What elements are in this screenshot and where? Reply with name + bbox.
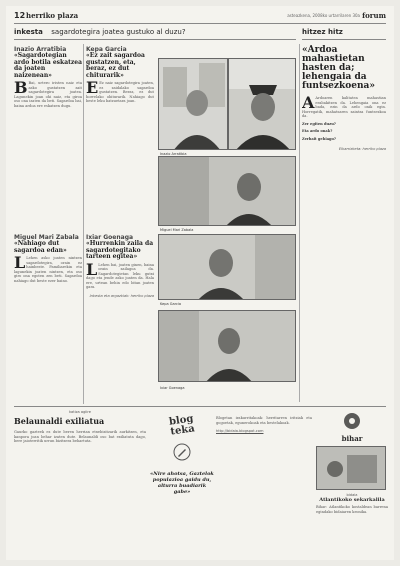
entry-question: «Sagardotegian ardo botila eskatzea da joaten naizenean» xyxy=(14,52,82,79)
blog-text xyxy=(216,410,312,560)
entry-body: E Ez naiz sagardotegira joaten, ez zaidalako sagardoa gustatzen. Beraz, ez dut horrelako ohiturarik. Nahiago dut beste leku batzuetara joan. xyxy=(86,78,154,103)
entry-question: «Ez zait sagardoa gustatzen, eta, beraz, ez dut chiturarik» xyxy=(86,52,145,79)
tomorrow-section xyxy=(316,410,388,560)
entry-name: Ixiar Goenaga xyxy=(86,234,134,241)
sidebar-question: Eta ardo onak? xyxy=(302,129,333,133)
sidebar-header xyxy=(302,28,386,40)
section-name: herriko plaza xyxy=(26,11,79,20)
survey-entry xyxy=(86,232,154,402)
opinion-title: Belaunaldi exiliatua xyxy=(14,416,105,426)
bihar-kicker: bidaia xyxy=(346,493,358,497)
portrait-photo xyxy=(228,58,296,150)
column-rule xyxy=(83,44,84,404)
opinion-author: katiza agiire xyxy=(69,410,91,414)
bihar-label: bihar xyxy=(341,434,363,443)
entry-name: Miguel Mari Zabala xyxy=(14,234,79,241)
page-header xyxy=(14,10,386,24)
blog-url[interactable]: http://bidaia.blogspot.com xyxy=(216,429,264,433)
survey-entry xyxy=(86,44,154,222)
section-rule xyxy=(14,406,386,407)
survey-title: sagardotegira joatea gustuko al duzu? xyxy=(51,28,186,36)
sidebar-body: A Ardoaren kalitatea mahastian erabakitzen da. Lehengaia ona ez bada, ezin da ardo onik egin. Horregatik, mahatsaren zaintza funtsezkoa da. xyxy=(302,93,386,118)
portrait-photo xyxy=(158,310,296,382)
blog-logo xyxy=(150,413,214,438)
bihar-photo xyxy=(316,446,386,490)
opinion-body: Gaurko gazteek ez dute beren herrian etxebizitzarik aurkitzen, eta kanpora joan behar izaten dute. Belaunaldi oso bat exiliatuta dago, bere jaioterritik urrun bizitzera behartuta. xyxy=(14,430,146,443)
survey-footnote: Inkesta eta argazkiak: herriko plaza xyxy=(89,293,154,298)
blog-logo-text: blog teka xyxy=(168,413,196,438)
opinion-column xyxy=(14,410,146,560)
entry-name: Inazio Arratibia xyxy=(14,46,67,53)
survey-entry xyxy=(14,44,82,174)
survey-header xyxy=(14,28,296,40)
bihar-title: Atlantikoko sekarkalila xyxy=(319,497,385,503)
photo-caption: Miguel Mari Zabala xyxy=(160,228,194,232)
sidebar-question: Zerbait gehiago? xyxy=(302,136,337,141)
sidebar-footer: Elkarrizketa: herriko plaza xyxy=(338,147,386,151)
entry-body: B Bai, urtero iristen naiz eta asko gustatzen zait sagardotegira joatea. Lagunekin joan ohi naiz, eta giroa oso ona izaten da beti. Sagardoa bai, baina ardoa ere eskatzen dugu. xyxy=(14,78,82,108)
survey-kicker: inkesta xyxy=(14,28,43,36)
entry-question: «Nahiago dut sagardoa edan» xyxy=(14,240,67,254)
blog-section xyxy=(150,410,214,560)
sidebar-interview xyxy=(302,44,386,402)
page-number: 12 xyxy=(14,11,26,20)
portrait-image xyxy=(159,235,296,300)
entry-body: L Lehen asko joaten nintzen sagardotegira, orain ez hainbeste. Familiarekin eta lagunekin joaten nintzen, eta oso giro ona egoten zen beti. Sagardoa nahiago dut beste ezer baino. xyxy=(14,253,82,283)
photo-caption: Ixiar Goenaga xyxy=(160,386,185,390)
survey-entry xyxy=(14,232,82,402)
blog-body: Blogetan irakurritakoak: herritarren iritziak eta gogoetak, egunerokoak eta bestelakoak. xyxy=(216,416,312,425)
bihar-image xyxy=(317,447,386,490)
photo-caption: Kepa Garcia xyxy=(160,302,182,306)
blog-quote: «Nire ahotsa, Gaztelok populazioa gaidu du, alturra buadiarik gabe» xyxy=(150,471,214,495)
sidebar-title: «Ardoa mahastietan hasten da; lehengaia da funtsezkoena» xyxy=(302,45,375,91)
page-date: asteazkena, 2008ko urtarrilaren 30a xyxy=(287,13,360,18)
portrait-image xyxy=(159,311,296,382)
section-tag: forum xyxy=(362,11,386,20)
photo-caption: Inazio Arratibia xyxy=(160,152,187,156)
sidebar-kicker: hitzez hitz xyxy=(302,28,343,36)
entry-name: Kepa Garcia xyxy=(86,46,127,53)
newspaper-page xyxy=(6,6,394,560)
entry-body: L Lehen bai, joaten ginen, baina orain zailagoa da. Sagardotegietan leku gutxi dago eta jende asko joaten da. Hala ere, urtean behin edo bitan joaten gara. xyxy=(86,259,154,289)
bihar-icon xyxy=(316,412,388,434)
sidebar-question: Zer egiten duzu? xyxy=(302,121,336,126)
column-rule xyxy=(299,44,300,402)
portrait-photo xyxy=(158,156,296,226)
portrait-image xyxy=(159,59,228,150)
bihar-body: Bihar: Atlantikoko kostaldean barrena egindako bidaiaren kronika. xyxy=(316,505,388,514)
portrait-image xyxy=(229,59,296,150)
pen-icon xyxy=(150,443,214,465)
portrait-photo xyxy=(158,234,296,300)
entry-question: «Hurrenkin zaila da sagardotegitako tarteen egitea» xyxy=(86,240,154,260)
portrait-photo xyxy=(158,58,228,150)
portrait-image xyxy=(159,157,296,226)
